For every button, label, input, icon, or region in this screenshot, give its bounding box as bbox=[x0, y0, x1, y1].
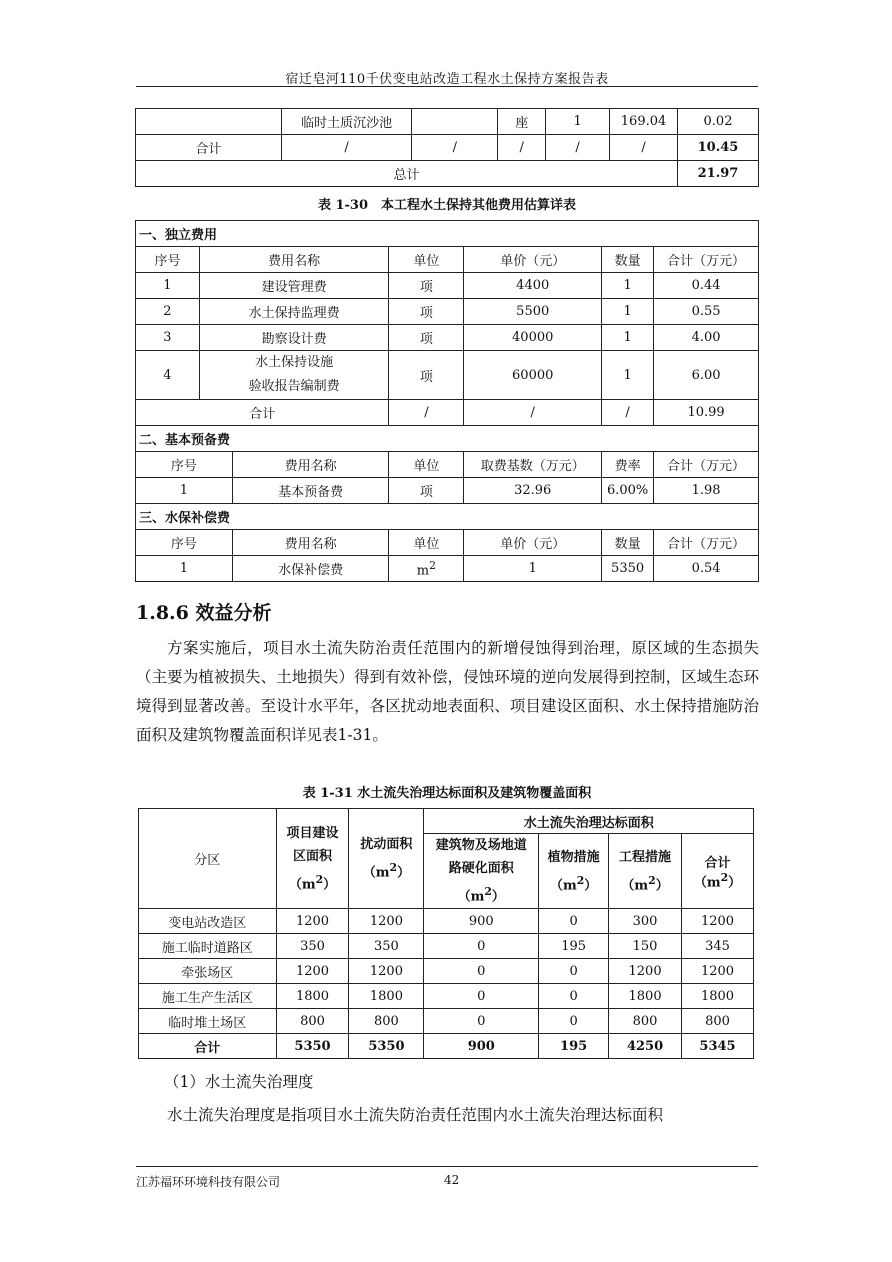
cell: 水保补偿费 bbox=[232, 556, 389, 582]
table-row bbox=[139, 959, 754, 984]
cell: 60000 bbox=[464, 351, 602, 400]
subtotal-row bbox=[136, 135, 759, 161]
cell: 项 bbox=[389, 325, 464, 351]
unit-text: （m bbox=[549, 877, 577, 893]
table-row bbox=[136, 299, 759, 325]
total-row bbox=[136, 161, 759, 187]
cell: 350 bbox=[349, 934, 424, 959]
header-line: 路硬化面积 bbox=[448, 861, 514, 876]
cell: 40000 bbox=[464, 325, 602, 351]
cell: 1 bbox=[602, 299, 654, 325]
column-header: 单价（元） bbox=[464, 530, 602, 556]
footer-company: 江苏福环环境科技有限公司 bbox=[136, 1175, 281, 1189]
cell: 32.96 bbox=[464, 478, 602, 504]
column-header: 费用名称 bbox=[232, 452, 389, 478]
cell: 345 bbox=[682, 934, 754, 959]
cell: 建设管理费 bbox=[199, 273, 389, 299]
cell: 4.00 bbox=[654, 325, 759, 351]
cell: 1800 bbox=[682, 984, 754, 1009]
unit-text: （m bbox=[362, 865, 390, 881]
cell: 勘察设计费 bbox=[199, 325, 389, 351]
cell: 水土保持监理费 bbox=[199, 299, 389, 325]
header-line: 项目建设 bbox=[286, 825, 339, 841]
cell: 合计 bbox=[139, 1034, 277, 1059]
column-header: 单位 bbox=[389, 452, 464, 478]
cell: 2 bbox=[136, 299, 200, 325]
cell: 800 bbox=[276, 1009, 349, 1034]
cell: 1200 bbox=[349, 909, 424, 934]
unit-text: ） bbox=[655, 877, 669, 893]
cell: 1 bbox=[546, 109, 610, 135]
table-caption: 表 1-30 本工程水土保持其他费用估算详表 bbox=[317, 198, 577, 213]
table-row bbox=[139, 909, 754, 934]
body-paragraph: 水土流失治理度是指项目水土流失防治责任范围内水土流失治理达标面积 bbox=[167, 1106, 664, 1124]
section-title: 三、水保补偿费 bbox=[136, 504, 759, 530]
column-header: 取费基数（万元） bbox=[464, 452, 602, 478]
cell: 0.54 bbox=[654, 556, 759, 582]
unit-superscript: 2 bbox=[315, 872, 324, 886]
header-line: 合计 bbox=[704, 856, 731, 871]
cell: / bbox=[610, 135, 678, 161]
cell: 施工生产生活区 bbox=[139, 984, 277, 1009]
cell: 6.00 bbox=[654, 351, 759, 400]
section-row bbox=[136, 504, 759, 530]
cell: / bbox=[498, 135, 546, 161]
cell: 10.99 bbox=[654, 400, 759, 426]
cell: 总计 bbox=[136, 161, 678, 187]
cell: 21.97 bbox=[678, 161, 759, 187]
cell: 临时土质沉沙池 bbox=[281, 109, 412, 135]
cell: 1 bbox=[602, 273, 654, 299]
cell: 1 bbox=[602, 325, 654, 351]
cell: 169.04 bbox=[610, 109, 678, 135]
cell: 5345 bbox=[682, 1034, 754, 1059]
cell: 基本预备费 bbox=[232, 478, 389, 504]
cell: / bbox=[602, 400, 654, 426]
cell: 900 bbox=[424, 1034, 539, 1059]
cell: 6.00% bbox=[602, 478, 654, 504]
cell: 1800 bbox=[609, 984, 682, 1009]
cell: 5350 bbox=[349, 1034, 424, 1059]
column-header: 序号 bbox=[136, 247, 200, 273]
header-unit bbox=[279, 868, 347, 896]
cell: 1200 bbox=[349, 959, 424, 984]
cell: 1200 bbox=[276, 909, 349, 934]
column-group-header: 水土流失治理达标面积 bbox=[424, 809, 754, 834]
header-unit bbox=[611, 869, 679, 897]
cell: 4250 bbox=[609, 1034, 682, 1059]
column-header bbox=[539, 834, 609, 909]
header-row bbox=[136, 530, 759, 556]
cell: 800 bbox=[349, 1009, 424, 1034]
cell: 800 bbox=[609, 1009, 682, 1034]
column-header: 序号 bbox=[136, 530, 233, 556]
section-title: 二、基本预备费 bbox=[136, 426, 759, 452]
cell: 1800 bbox=[276, 984, 349, 1009]
table-row bbox=[136, 273, 759, 299]
column-header: 单价（元） bbox=[464, 247, 602, 273]
cell: 项 bbox=[389, 478, 464, 504]
cell: 合计 bbox=[136, 400, 389, 426]
cell: 0 bbox=[539, 909, 609, 934]
cell: 5350 bbox=[602, 556, 654, 582]
cell: 1 bbox=[136, 273, 200, 299]
page-number: 42 bbox=[444, 1173, 460, 1187]
other-fee-table bbox=[135, 220, 759, 582]
unit-text: ） bbox=[397, 865, 411, 881]
table-caption: 表 1-31 水土流失治理达标面积及建筑物覆盖面积 bbox=[302, 786, 592, 801]
column-header bbox=[424, 834, 539, 909]
total-row bbox=[139, 1034, 754, 1059]
cell: 1200 bbox=[276, 959, 349, 984]
cell: 1200 bbox=[609, 959, 682, 984]
cell: 5350 bbox=[276, 1034, 349, 1059]
column-header: 合计（万元） bbox=[654, 247, 759, 273]
continued-cost-table bbox=[135, 108, 759, 187]
cell: 195 bbox=[539, 934, 609, 959]
cell: 0 bbox=[539, 1009, 609, 1034]
table-row bbox=[136, 556, 759, 582]
header-row bbox=[136, 247, 759, 273]
cell: 施工临时道路区 bbox=[139, 934, 277, 959]
cell: 0 bbox=[424, 1009, 539, 1034]
table-row bbox=[139, 1009, 754, 1034]
cell: 350 bbox=[276, 934, 349, 959]
unit-superscript: 2 bbox=[576, 873, 585, 887]
cell: 1800 bbox=[349, 984, 424, 1009]
cell: 座 bbox=[498, 109, 546, 135]
cell: 1 bbox=[602, 351, 654, 400]
unit-superscript: 2 bbox=[648, 873, 656, 887]
cell: 0.02 bbox=[678, 109, 759, 135]
page-header-title: 宿迁皂河110千伏变电站改造工程水土保持方案报告表 bbox=[285, 72, 609, 87]
header-line: 建筑物及场地道 bbox=[435, 838, 527, 853]
table-row bbox=[136, 109, 759, 135]
cell: / bbox=[389, 400, 464, 426]
cell: 0.55 bbox=[654, 299, 759, 325]
subheading: （1）水土流失治理度 bbox=[164, 1073, 314, 1091]
cell: / bbox=[546, 135, 610, 161]
header-line: 扰动面积 bbox=[360, 837, 413, 852]
cell bbox=[389, 556, 464, 582]
cell: 10.45 bbox=[678, 135, 759, 161]
cell bbox=[199, 351, 389, 400]
unit-superscript: 2 bbox=[389, 861, 398, 874]
cell: 4400 bbox=[464, 273, 602, 299]
section-heading: 1.8.6 效益分析 bbox=[136, 602, 272, 624]
column-header: 单位 bbox=[389, 530, 464, 556]
area-table bbox=[138, 808, 754, 1059]
cell: 项 bbox=[389, 299, 464, 325]
unit-superscript: 2 bbox=[720, 871, 729, 884]
cell: 195 bbox=[539, 1034, 609, 1059]
cell: / bbox=[464, 400, 602, 426]
cell: 0 bbox=[424, 959, 539, 984]
cell: 5500 bbox=[464, 299, 602, 325]
header-unit bbox=[426, 880, 536, 908]
column-header bbox=[349, 809, 424, 909]
table-row bbox=[136, 325, 759, 351]
body-paragraph: 方案实施后，项目水土流失防治责任范围内的新增侵蚀得到治理，原区域的生态损失（主要为植被损失、土地损失）得到有效补偿，侵蚀环境的逆向发展得到控制，区域生态环境得到显著改善。至设计水平年，各区扰动地表面积、项目建设区面积、水土保持措施防治面积及建筑物覆盖面积详见表1-31。 bbox=[136, 639, 759, 744]
cell: 1 bbox=[136, 556, 233, 582]
column-header bbox=[609, 834, 682, 909]
cell: 牵张场区 bbox=[139, 959, 277, 984]
header-line: 植物措施 bbox=[547, 849, 600, 865]
cell: 4 bbox=[136, 351, 200, 400]
unit-text: （m bbox=[693, 875, 721, 891]
cell: 800 bbox=[682, 1009, 754, 1034]
column-header: 合计（万元） bbox=[654, 530, 759, 556]
cell: 300 bbox=[609, 909, 682, 934]
cell: 项 bbox=[389, 273, 464, 299]
column-header: 费率 bbox=[602, 452, 654, 478]
section-row bbox=[136, 426, 759, 452]
cell: 0 bbox=[539, 984, 609, 1009]
table-row bbox=[136, 351, 759, 400]
footer-rule bbox=[136, 1166, 758, 1167]
unit-superscript: 2 bbox=[429, 558, 436, 572]
unit-superscript: 2 bbox=[484, 885, 492, 898]
cell: 1 bbox=[136, 478, 233, 504]
cell: 1 bbox=[464, 556, 602, 582]
table-row bbox=[139, 934, 754, 959]
table-row bbox=[139, 984, 754, 1009]
column-header: 数量 bbox=[602, 530, 654, 556]
header-line: 区面积 bbox=[293, 848, 333, 864]
column-header: 费用名称 bbox=[232, 530, 389, 556]
column-header: 单位 bbox=[389, 247, 464, 273]
unit-text: m bbox=[416, 563, 430, 579]
cell: 0 bbox=[424, 934, 539, 959]
cell: 项 bbox=[389, 351, 464, 400]
unit-text: （m bbox=[288, 876, 316, 892]
unit-text: ） bbox=[584, 877, 598, 893]
cell bbox=[412, 109, 498, 135]
header-row bbox=[139, 809, 754, 834]
column-header: 合计（万元） bbox=[654, 452, 759, 478]
header-unit bbox=[541, 869, 606, 897]
cell: 900 bbox=[424, 909, 539, 934]
column-header: 费用名称 bbox=[199, 247, 389, 273]
cell: 150 bbox=[609, 934, 682, 959]
cell-line: 验收报告编制费 bbox=[248, 379, 340, 394]
cell: / bbox=[281, 135, 412, 161]
unit-text: （m bbox=[621, 877, 649, 893]
column-header: 分区 bbox=[139, 809, 277, 909]
unit-text: （m bbox=[457, 889, 485, 905]
column-header: 数量 bbox=[602, 247, 654, 273]
cell: 临时堆土场区 bbox=[139, 1009, 277, 1034]
column-header bbox=[276, 809, 349, 909]
unit-text: ） bbox=[491, 889, 505, 905]
cell: 1200 bbox=[682, 959, 754, 984]
column-header: 序号 bbox=[136, 452, 233, 478]
cell bbox=[136, 109, 282, 135]
cell-line: 水土保持设施 bbox=[255, 355, 334, 370]
header-row bbox=[136, 452, 759, 478]
cell: 0 bbox=[539, 959, 609, 984]
cell: 1200 bbox=[682, 909, 754, 934]
cell: 0.44 bbox=[654, 273, 759, 299]
section-row bbox=[136, 221, 759, 247]
cell: 0 bbox=[424, 984, 539, 1009]
section-title: 一、独立费用 bbox=[136, 221, 759, 247]
header-unit bbox=[351, 856, 421, 884]
cell: 1.98 bbox=[654, 478, 759, 504]
table-row bbox=[136, 478, 759, 504]
subtotal-row bbox=[136, 400, 759, 426]
column-header bbox=[682, 834, 754, 909]
cell: 3 bbox=[136, 325, 200, 351]
header-line: 工程措施 bbox=[619, 849, 672, 865]
unit-text: ） bbox=[728, 875, 742, 891]
cell: / bbox=[412, 135, 498, 161]
header-rule bbox=[136, 86, 758, 87]
cell: 变电站改造区 bbox=[139, 909, 277, 934]
cell: 合计 bbox=[136, 135, 282, 161]
unit-text: ） bbox=[323, 876, 337, 892]
